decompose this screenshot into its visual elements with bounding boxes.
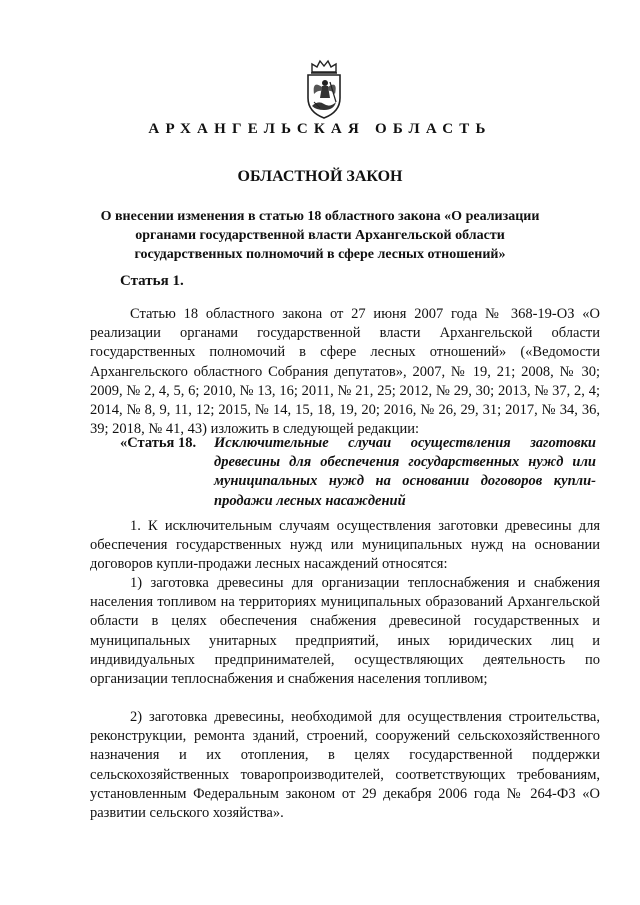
article-18-number: «Статья 18.: [120, 435, 197, 451]
document-type: ОБЛАСТНОЙ ЗАКОН: [237, 168, 403, 185]
region-name: АРХАНГЕЛЬСКАЯ ОБЛАСТЬ: [148, 121, 492, 137]
article-18-paragraph-1: 1. К исключительным случаям осуществления заготовки древесины для обеспечения государственных нужд или муниципальных нужд на основании договоров купли-продажи лесных насаждений относятся:: [90, 518, 600, 573]
document-title: О внесении изменения в статью 18 областного закона «О реализации органами государственной власти Архангельской области государственных полномочий в сфере лесных отношений»: [100, 209, 540, 262]
article-1-heading: Статья 1.: [120, 273, 184, 289]
article-18-item-2: 2) заготовка древесины, необходимой для осуществления строительства, реконструкции, ремонта зданий, строений, сооружений сельскохозяйственного назначения и их отопления, в целях государственной поддержки сельскохозяйственных товаропроизводителей, соответствующих требованиям, установленным Федеральным законом от 29 декабря 2006 года № 264-ФЗ «О развитии сельского хозяйства».: [90, 709, 600, 822]
article-18-item-1: 1) заготовка древесины для организации теплоснабжения и снабжения населения топливом на территориях муниципальных образований Архангельской области в целях обеспечения снабжения древесиной государственных и муниципальных унитарных предприятий, иных юридических лиц и индивидуальных предпринимателей, осуществляющих деятельность по организации теплоснабжения и снабжения населения топливом;: [90, 575, 600, 688]
article-18-title: Исключительные случаи осуществления заготовки древесины для обеспечения государственных нужд или муниципальных нужд на основании договоров купли-продажи лесных насаждений: [214, 435, 596, 509]
coat-of-arms-icon: [300, 58, 348, 120]
article-1-body: Статью 18 областного закона от 27 июня 2007 года № 368-19-ОЗ «О реализации органами государственной власти Архангельской области государственных полномочий в сфере лесных отношений» («Ведомости Архангельского областного Собрания депутатов», 2007, № 19, 21; 2008, № 30; 2009, № 2, 4, 5, 6; 2010, № 13, 16; 2011, № 21, 25; 2012, № 29, 30; 2013, № 37, 2, 4; 2014, № 8, 9, 11, 12; 2015, № 14, 15, 18, 19, 20; 2016, № 26, 29, 31; 2017, № 34, 36, 39; 2018, № 41, 43) изложить в следующей редакции:: [90, 306, 600, 438]
